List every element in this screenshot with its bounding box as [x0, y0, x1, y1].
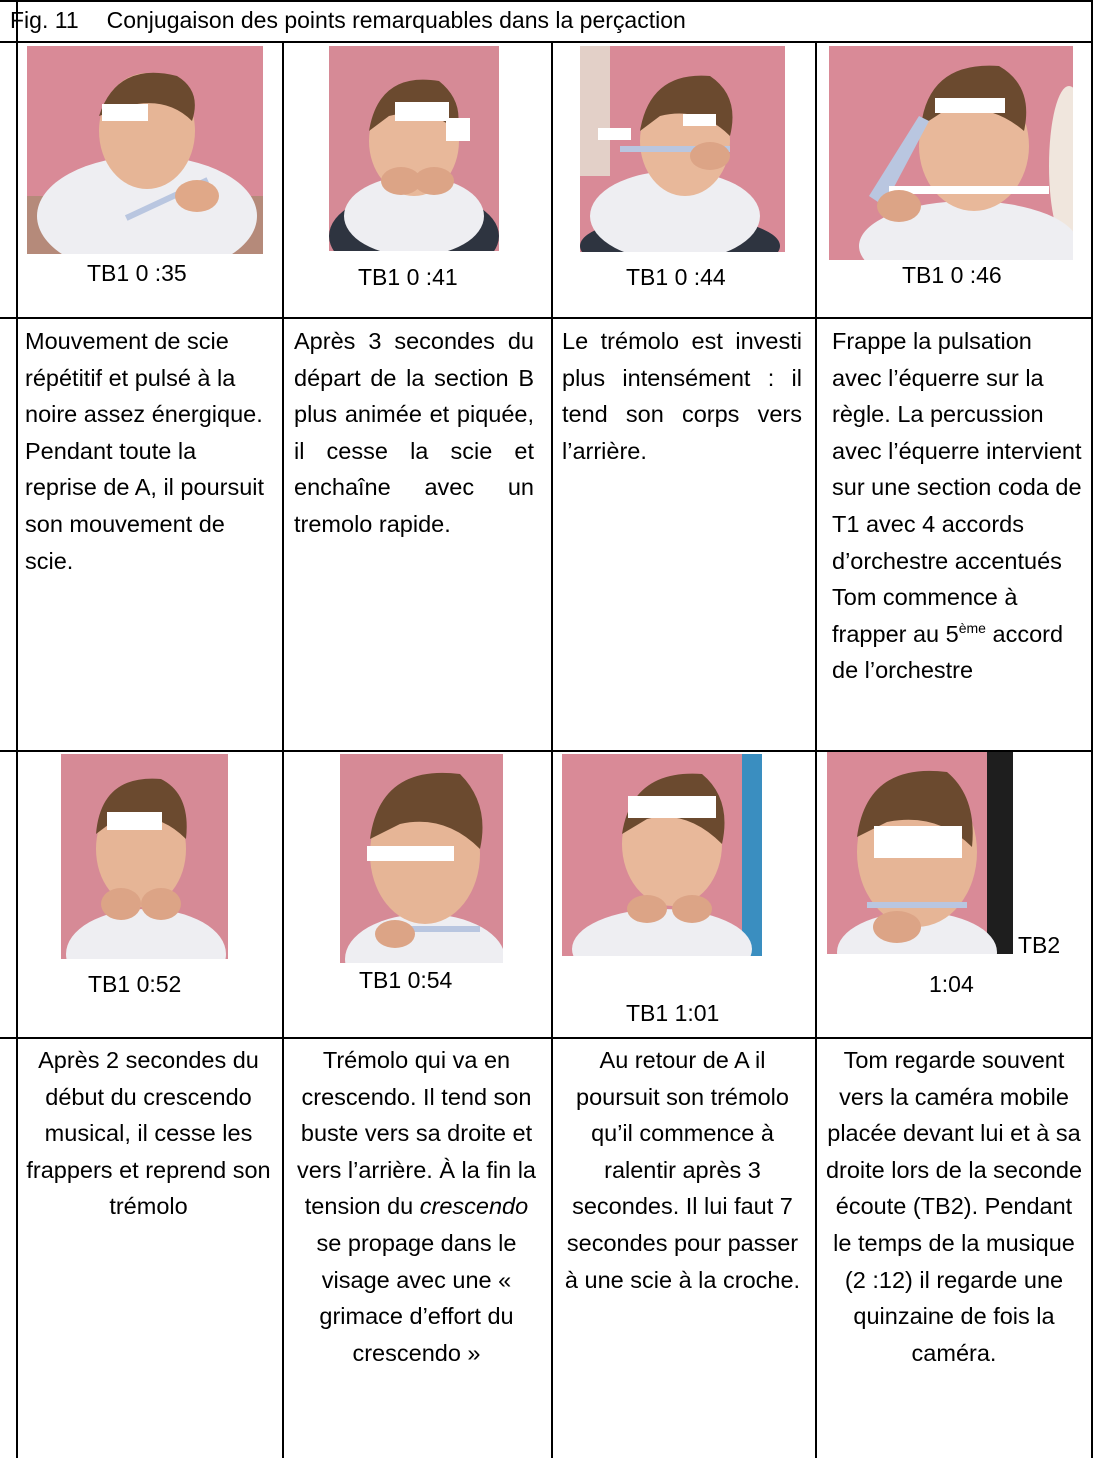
photo-tb1-101 — [562, 754, 762, 956]
description-cell — [832, 323, 1082, 689]
photo-caption: TB2 — [1018, 932, 1061, 958]
description-text: Après 3 secondes du départ de la section B plus animée et piquée, il cesse la scie et enchaîne avec un tremolo rapide. — [294, 328, 534, 537]
description-text: Tom regarde souvent vers la caméra mobile placée devant lui et à sa droite lors de la seconde écoute (TB2). Pendant le temps de la musique (2 :12) il regarde une quinzaine de fois la caméra. — [825, 1047, 1083, 1366]
photo-caption: TB1 0:54 — [359, 967, 453, 993]
photo-caption: 1:04 — [929, 971, 974, 997]
description-cell — [560, 1042, 805, 1298]
photo-tb1-044 — [580, 46, 785, 252]
figure-caption: Conjugaison des points remarquables dans la perçaction — [106, 7, 686, 33]
table-border — [551, 41, 553, 1458]
description-text: Mouvement de scie répétitif et pulsé à la noire assez énergique. Pendant toute la reprise de A, il poursuit son mouvement de scie. — [25, 328, 265, 574]
photo-tb1-041 — [329, 46, 499, 251]
table-border — [0, 317, 1093, 319]
table-border — [0, 1037, 1093, 1039]
table-border — [16, 0, 18, 1458]
photo-caption: TB1 0 :46 — [902, 262, 1002, 288]
table-border — [0, 41, 1093, 43]
description-text: Après 2 secondes du début du crescendo musical, il cesse les frappers et reprend son trémolo — [26, 1047, 271, 1220]
photo-caption: TB1 0 :44 — [626, 264, 726, 290]
photo-tb1-035 — [27, 46, 263, 254]
description-cell — [562, 323, 802, 469]
photo-tb1-046 — [829, 46, 1073, 260]
table-border — [0, 0, 1093, 2]
description-cell — [26, 1042, 271, 1225]
description-text: Frappe la pulsation avec l’équerre sur la règle. La percussion avec l’équerre intervient sur une section coda de T1 avec 4 accords d’orchestre accentués Tom commence à frapper au 5ème accord de l’orchestre — [832, 328, 1082, 684]
photo-caption: TB1 0 :41 — [358, 264, 458, 290]
figure-number: Fig. 11 — [10, 7, 79, 33]
photo-caption: TB1 0 :35 — [87, 260, 187, 286]
photo-caption: TB1 1:01 — [626, 1000, 720, 1026]
description-text: Au retour de A il poursuit son trémolo qu’il commence à ralentir après 3 secondes. Il lui faut 7 secondes pour passer à une scie à la croche. — [564, 1047, 801, 1293]
photo-caption: TB1 0:52 — [88, 971, 182, 997]
description-cell — [294, 323, 534, 543]
description-cell — [294, 1042, 539, 1371]
description-cell — [824, 1042, 1084, 1371]
description-text: Le trémolo est investi plus intensément : il tend son corps vers l’arrière. — [562, 328, 802, 464]
photo-tb1-054 — [340, 754, 503, 963]
table-border — [815, 41, 817, 1458]
photo-tb1-052 — [61, 754, 228, 959]
photo-tb2-104 — [827, 752, 1013, 954]
description-text: Trémolo qui va en crescendo. Il tend son buste vers sa droite et vers l’arrière. À la fin la tension du crescendo se propage dans le visage avec une « grimace d’effort du crescendo » — [297, 1047, 536, 1366]
table-border — [282, 41, 284, 1458]
description-cell — [25, 323, 265, 579]
figure-title — [10, 7, 686, 34]
